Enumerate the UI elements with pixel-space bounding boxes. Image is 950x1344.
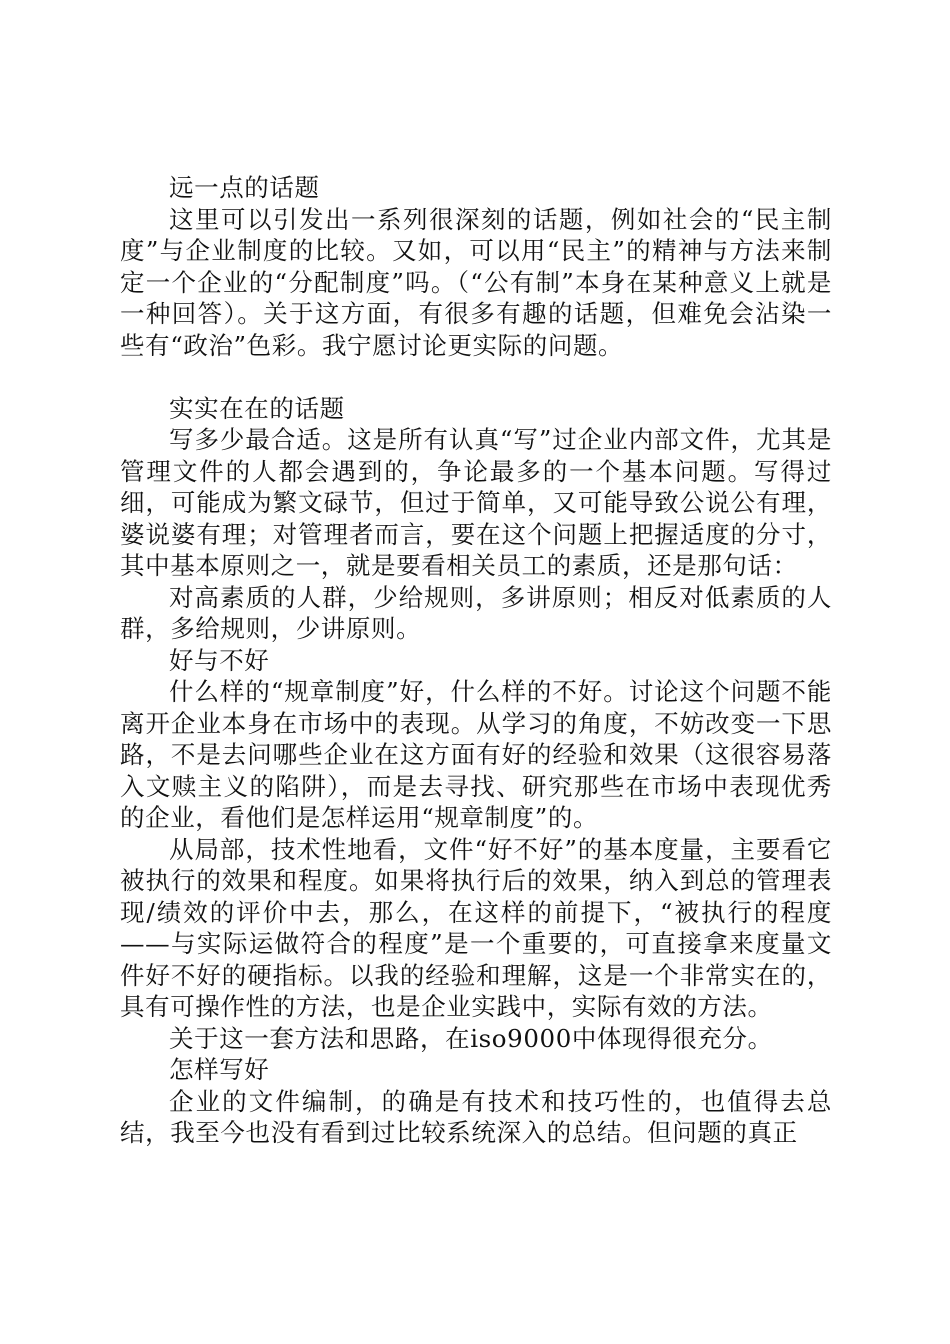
- paragraph-democracy-topic: 这里可以引发出一系列很深刻的话题，例如社会的“民主制度”与企业制度的比较。又如，可以用“民主”的精神与方法来制定一个企业的“分配制度”吗。（“公有制”本身在某种意义上就是一种回答）。关于这方面，有很多有趣的话题，但难免会沾染一些有“政治”色彩。我宁愿讨论更实际的问题。: [120, 204, 832, 360]
- section-heading-how-to-write: 怎样写好: [169, 1055, 270, 1084]
- paragraph-rules-principles: 对高素质的人群，少给规则，多讲原则；相反对低素质的人群，多给规则，少讲原则。: [120, 582, 832, 643]
- section-heading-practical-topic: 实实在在的话题: [169, 393, 345, 423]
- paragraph-how-much-to-write: 写多少最合适。这是所有认真“写”过企业内部文件，尤其是管理文件的人都会遇到的，争论最多的一个基本问题。写得过细，可能成为繁文碌节，但过于简单，又可能导致公说公有理，婆说婆有理；对管理者而言，要在这个问题上把握适度的分寸，其中基本原则之一，就是要看相关员工的素质，还是那句话：: [120, 425, 832, 580]
- paragraph-iso9000: 关于这一套方法和思路，在iso9000中体现得很充分。: [169, 1023, 773, 1053]
- section-heading-far-topic: 远一点的话题: [169, 173, 320, 202]
- document-page: [120, 172, 832, 1149]
- paragraph-measurement: 从局部，技术性地看，文件“好不好”的基本度量，主要看它被执行的效果和程度。如果将执行后的效果，纳入到总的管理表现/绩效的评价中去，那么，在这样的前提下，“被执行的程度——与实际运做符合的程度”是一个重要的，可直接拿来度量文件好不好的硬指标。以我的经验和理解，这是一个非常实在的，具有可操作性的方法，也是企业实践中，实际有效的方法。: [120, 834, 832, 1021]
- section-heading-good-bad: 好与不好: [169, 645, 270, 675]
- spacer: [120, 361, 832, 393]
- paragraph-document-compilation: 企业的文件编制，的确是有技术和技巧性的，也值得去总结，我至今也没有看到过比较系统深入的总结。但问题的真正: [120, 1086, 832, 1147]
- paragraph-what-is-good: 什么样的“规章制度”好，什么样的不好。讨论这个问题不能离开企业本身在市场中的表现。从学习的角度，不妨改变一下思路，不是去问哪些企业在这方面有好的经验和效果（这很容易落入文赎主义的陷阱），而是去寻找、研究那些在市场中表现优秀的企业，看他们是怎样运用“规章制度”的。: [120, 677, 832, 832]
